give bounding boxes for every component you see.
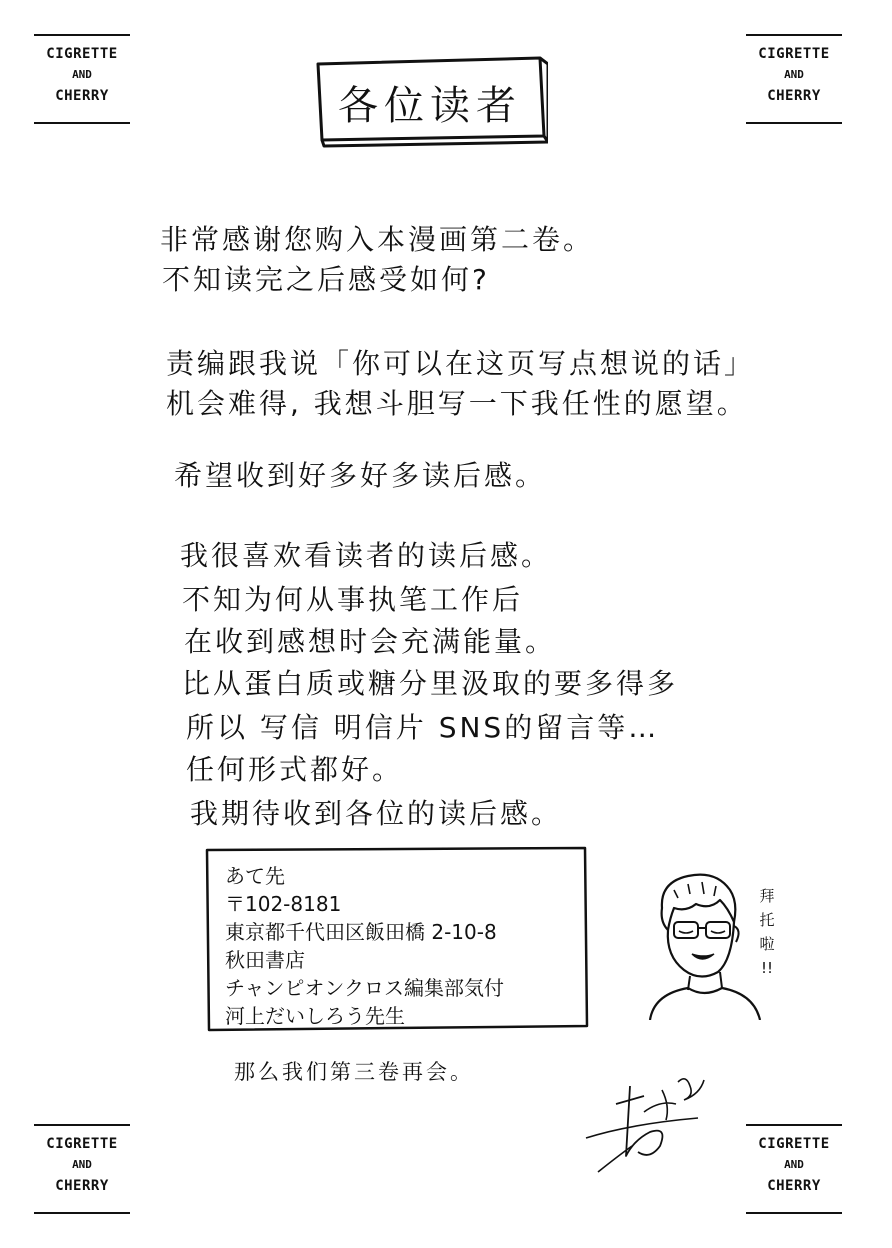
logo-rule xyxy=(34,34,130,36)
address-recipient: 河上だいしろう先生 xyxy=(225,1004,405,1028)
logo-line-2: AND xyxy=(784,1158,804,1171)
logo-bottom-left xyxy=(34,1124,130,1214)
logo-rule xyxy=(746,34,842,36)
letter-line: 不知读完之后感受如何? xyxy=(162,263,490,296)
logo-rule xyxy=(34,1124,130,1126)
letter-line: 在收到感想时会充满能量。 xyxy=(184,625,557,658)
speech-bubble-text xyxy=(754,884,780,980)
logo-line-3: CHERRY xyxy=(767,88,821,104)
logo-line-3: CHERRY xyxy=(55,1178,109,1194)
letter-line: 任何形式都好。 xyxy=(186,753,404,786)
letter-line: 我期待收到各位的读后感。 xyxy=(190,797,563,830)
speech-char: 托 xyxy=(759,911,775,929)
logo-line-2: AND xyxy=(72,1158,92,1171)
logo-line-1: CIGRETTE xyxy=(46,1136,118,1152)
address-box xyxy=(203,846,589,1032)
address-publisher: 秋田書店 xyxy=(225,948,305,972)
logo-rule xyxy=(746,1212,842,1214)
logo-line-1: CIGRETTE xyxy=(758,1136,830,1152)
logo-line-1: CIGRETTE xyxy=(758,46,830,62)
letter-line: 我很喜欢看读者的读后感。 xyxy=(180,539,553,572)
logo-rule xyxy=(34,122,130,124)
logo-line-3: CHERRY xyxy=(767,1178,821,1194)
logo-line-3: CHERRY xyxy=(55,88,109,104)
logo-top-left xyxy=(34,34,130,124)
page-title: 各位读者 xyxy=(338,83,522,129)
letter-line: 希望收到好多好多读后感。 xyxy=(174,459,547,492)
speech-char: !! xyxy=(760,959,774,977)
closing-line: 那么我们第三卷再会。 xyxy=(234,1060,474,1084)
address-heading: あて先 xyxy=(225,864,285,888)
speech-char: 啦 xyxy=(759,935,775,953)
author-signature xyxy=(580,1060,730,1180)
letter-line: 责编跟我说「你可以在这页写点想说的话」 xyxy=(166,347,756,380)
letter-line: 非常感谢您购入本漫画第二卷。 xyxy=(160,223,595,256)
address-editorial-dept: チャンピオンクロス編集部気付 xyxy=(225,976,504,1000)
logo-rule xyxy=(746,122,842,124)
logo-rule xyxy=(746,1124,842,1126)
speech-char: 拜 xyxy=(759,887,775,905)
address-street: 東京都千代田区飯田橋 2-10-8 xyxy=(225,920,497,944)
title-frame xyxy=(312,52,548,150)
logo-line-1: CIGRETTE xyxy=(46,46,118,62)
logo-line-2: AND xyxy=(72,68,92,81)
letter-line: 不知为何从事执笔工作后 xyxy=(182,583,524,616)
logo-top-right xyxy=(746,34,842,124)
letter-line: 比从蛋白质或糖分里汲取的要多得多 xyxy=(182,667,679,700)
letter-line: 所以 写信 明信片 SNS的留言等… xyxy=(186,711,660,744)
logo-bottom-right xyxy=(746,1124,842,1214)
logo-rule xyxy=(34,1212,130,1214)
address-postal-code: 〒102-8181 xyxy=(225,892,342,916)
letter-line: 机会难得, 我想斗胆写一下我任性的愿望。 xyxy=(166,387,748,420)
logo-line-2: AND xyxy=(784,68,804,81)
